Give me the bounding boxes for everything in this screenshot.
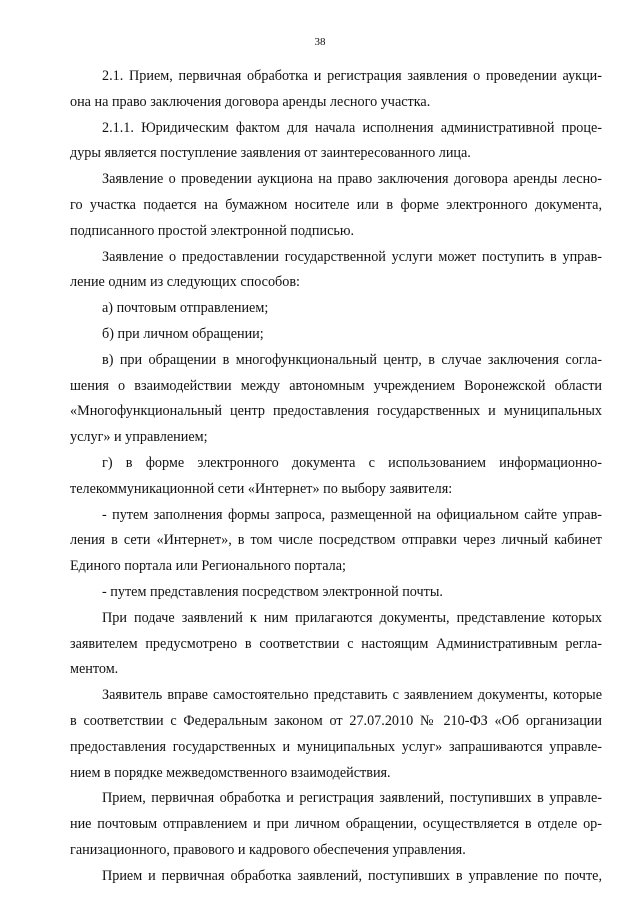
- page-number: 38: [314, 36, 326, 48]
- text-line: ние почтовым отправлением и при личном обращении, осуществляется в отделе ор-: [70, 816, 602, 833]
- text-line: Заявление о предоставлении государственной услуги может поступить в управ-: [102, 248, 602, 265]
- text-line: Заявитель вправе самостоятельно представить с заявлением документы, которые: [102, 687, 602, 704]
- text-line: она на право заключения договора аренды лесного участка.: [70, 93, 431, 110]
- text-line: Единого портала или Регионального портала;: [70, 558, 346, 575]
- text-line: предоставления государственных и муниципальных услуг» запрашиваются управле-: [70, 738, 602, 755]
- text-line: «Многофункциональный центр предоставления государственных и муниципальных: [70, 403, 602, 420]
- text-line: заявителем предусмотрено в соответствии с настоящим Административным регла-: [70, 635, 602, 652]
- text-line: ление одним из следующих способов:: [70, 274, 300, 291]
- text-line: нием в порядке межведомственного взаимодействия.: [70, 764, 391, 781]
- text-line: б) при личном обращении;: [102, 325, 264, 342]
- text-line: При подаче заявлений к ним прилагаются документы, представление которых: [102, 609, 602, 626]
- text-line: 2.1.1. Юридическим фактом для начала исполнения административной проце-: [102, 119, 602, 136]
- text-line: Прием и первичная обработка заявлений, поступивших в управление по почте,: [102, 867, 602, 884]
- text-line: г) в форме электронного документа с использованием информационно-: [102, 454, 602, 471]
- text-line: го участка подается на бумажном носителе или в форме электронного документа,: [70, 196, 602, 213]
- text-line: - путем представления посредством электронной почты.: [102, 583, 443, 600]
- text-line: услуг» и управлением;: [70, 429, 208, 446]
- text-line: телекоммуникационной сети «Интернет» по выбору заявителя:: [70, 480, 453, 497]
- body-text: [70, 64, 602, 890]
- text-line: 2.1. Прием, первичная обработка и регистрация заявления о проведении аукци-: [102, 68, 602, 84]
- text-line: Прием, первичная обработка и регистрация заявлений, поступивших в управле-: [102, 790, 602, 807]
- text-line: подписанного простой электронной подписью.: [70, 222, 354, 239]
- text-line: - путем заполнения формы запроса, размещенной на официальном сайте управ-: [102, 506, 602, 523]
- text-line: ганизационного, правового и кадрового обеспечения управления.: [70, 841, 466, 858]
- text-line: дуры является поступление заявления от заинтересованного лица.: [70, 145, 471, 162]
- text-line: а) почтовым отправлением;: [102, 300, 269, 317]
- text-line: шения о взаимодействии между автономным учреждением Воронежской области: [70, 377, 602, 394]
- text-line: в соответствии с Федеральным законом от 27.07.2010 № 210-ФЗ «Об организации: [70, 712, 602, 729]
- text-line: ментом.: [70, 661, 119, 678]
- text-line: Заявление о проведении аукциона на право заключения договора аренды лесно-: [102, 171, 602, 188]
- text-line: в) при обращении в многофункциональный центр, в случае заключения согла-: [102, 351, 602, 368]
- text-line: ления в сети «Интернет», в том числе посредством отправки через личный кабинет: [70, 532, 602, 549]
